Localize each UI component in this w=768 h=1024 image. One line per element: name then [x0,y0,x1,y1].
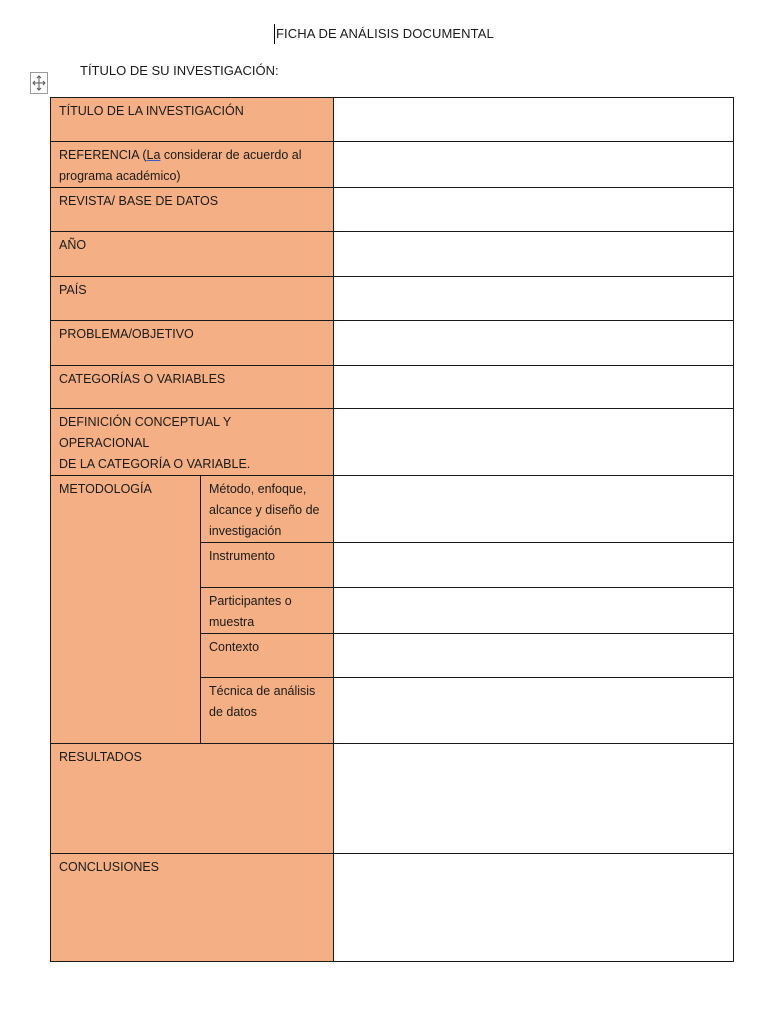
definicion-line2: DE LA CATEGORÍA O VARIABLE. [59,457,251,471]
table-row [51,142,734,188]
row-label-conclusiones: CONCLUSIONES [51,854,334,962]
document-title: FICHA DE ANÁLISIS DOCUMENTAL [276,26,494,41]
table-move-handle[interactable] [30,72,48,94]
research-title-label: TÍTULO DE SU INVESTIGACIÓN: [80,63,279,78]
table-row [51,232,734,277]
field-participantes[interactable] [334,588,734,634]
table-row [51,98,734,142]
sub-label-contexto: Contexto [201,634,334,678]
row-label-metodologia: METODOLOGÍA [51,476,201,744]
field-tecnica[interactable] [334,678,734,744]
table-row [51,409,734,476]
table-row [51,277,734,321]
table-row [51,188,734,232]
referencia-suffix: considerar de acuerdo al programa académico) [59,148,302,183]
sub-label-instrumento: Instrumento [201,543,334,588]
row-label-revista: REVISTA/ BASE DE DATOS [51,188,334,232]
row-label-resultados: RESULTADOS [51,744,334,854]
field-instrumento[interactable] [334,543,734,588]
row-label-anio: AÑO [51,232,334,277]
sub-label-metodo: Método, enfoque, alcance y diseño de investigación [201,476,334,543]
field-conclusiones[interactable] [334,854,734,962]
table-row [51,854,734,962]
field-revista[interactable] [334,188,734,232]
referencia-link[interactable]: La [146,148,161,162]
field-problema[interactable] [334,321,734,366]
row-label-pais: PAÍS [51,277,334,321]
row-label-categorias: CATEGORÍAS O VARIABLES [51,366,334,409]
table-row [51,366,734,409]
referencia-prefix: REFERENCIA ( [59,148,147,162]
field-metodo[interactable] [334,476,734,543]
definicion-line1: DEFINICIÓN CONCEPTUAL Y OPERACIONAL [59,415,232,450]
field-categorias[interactable] [334,366,734,409]
table-row [51,321,734,366]
sub-label-tecnica: Técnica de análisis de datos [201,678,334,744]
row-label-titulo: TÍTULO DE LA INVESTIGACIÓN [51,98,334,142]
field-definicion[interactable] [334,409,734,476]
analysis-form-table [50,97,734,962]
table-row [51,744,734,854]
field-resultados[interactable] [334,744,734,854]
table-row [51,476,734,543]
field-pais[interactable] [334,277,734,321]
move-arrows-icon [32,75,46,91]
sub-label-participantes: Participantes o muestra [201,588,334,634]
row-label-definicion [51,409,334,476]
row-label-problema: PROBLEMA/OBJETIVO [51,321,334,366]
field-anio[interactable] [334,232,734,277]
field-referencia[interactable] [334,142,734,188]
field-contexto[interactable] [334,634,734,678]
row-label-referencia [51,142,334,188]
field-titulo[interactable] [334,98,734,142]
